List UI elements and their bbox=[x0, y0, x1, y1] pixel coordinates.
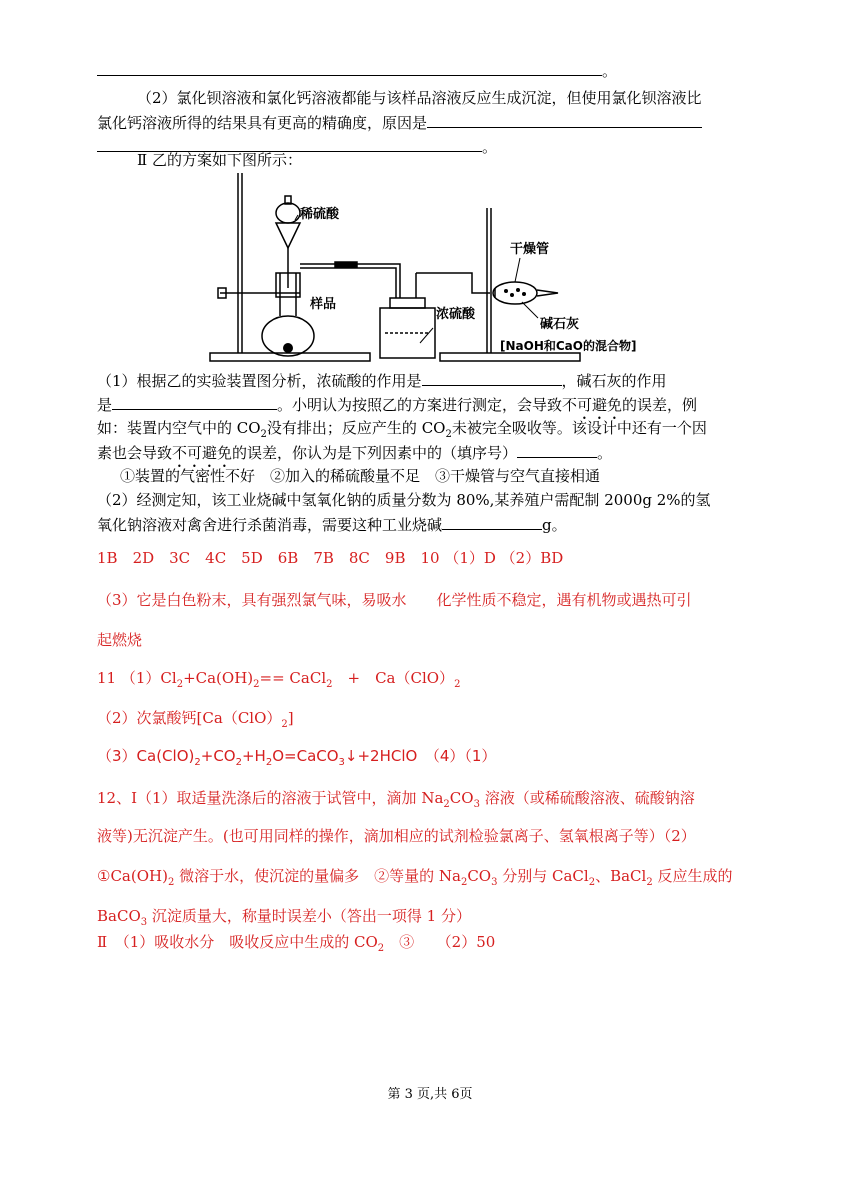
label-dilute-acid: 稀硫酸 bbox=[300, 207, 340, 222]
fill-blank[interactable] bbox=[517, 442, 597, 458]
answers-line-3: 起燃烧 bbox=[97, 631, 143, 649]
fill-blank[interactable] bbox=[442, 514, 542, 530]
label-mixture: [NaOH和CaO的混合物] bbox=[500, 339, 637, 353]
answer-12-5: Ⅱ （1）吸收水分 吸收反应中生成的 $CO_2$ ③ （2）50 bbox=[97, 933, 496, 954]
answers-line-1: 1B 2D 3C 4C 5D 6B 7B 8C 9B 10 （1）D （2）BD bbox=[97, 549, 564, 567]
fill-blank[interactable] bbox=[422, 370, 562, 386]
fill-blank[interactable] bbox=[112, 394, 277, 410]
options-line: ①装置的气密性不好 ②加入的稀硫酸量不足 ③干燥管与空气直接相通 bbox=[120, 467, 601, 485]
apparatus-figure bbox=[200, 168, 660, 368]
label-soda-lime: 碱石灰 bbox=[540, 317, 580, 332]
answer-11-2: （2）次氯酸钙$[Ca(ClO)_2]$ bbox=[97, 709, 294, 730]
label-conc-acid: 浓硫酸 bbox=[436, 307, 476, 322]
answer-12-1: 12、Ⅰ（1）取适量洗涤后的溶液于试管中，滴加 $Na_2CO_3$ 溶液（或稀硫酸溶液、硫酸钠溶 bbox=[97, 789, 695, 810]
answer-12-2: 液等)无沉淀产生。(也可用同样的操作，滴加相应的试剂检验氯离子、氢氧根离子等）（2） bbox=[97, 827, 696, 845]
answer-line-0: 。 bbox=[97, 60, 617, 81]
q1-line-1: （1）根据乙的实验装置图分析，浓硫酸的作用是 ，碱石灰的作用 bbox=[97, 372, 667, 390]
q1-line-4: 素也会导致不可避免的误差，你认为是下列因素中的（填序号） 。 bbox=[97, 444, 613, 462]
fill-blank[interactable] bbox=[427, 112, 702, 128]
question-2-continued: 氯化钙溶液所得的结果具有更高的精确度，原因是 bbox=[97, 112, 702, 133]
answer-11-3: $(3)Ca(ClO)_2+CO_2+H_2O=CaCO_3↓+2HClO$ （4）（1） bbox=[97, 747, 497, 768]
stand-base-left bbox=[210, 353, 370, 361]
label-drying-tube: 干燥管 bbox=[510, 242, 550, 257]
page-footer: 第 3 页,共 6页 bbox=[387, 1087, 473, 1102]
q2-line-2: 氧化钠溶液对禽舍进行杀菌消毒，需要这种工业烧碱 g。 bbox=[97, 516, 567, 534]
section-heading: Ⅱ 乙的方案如下图所示： bbox=[137, 151, 302, 169]
answer-11-1: 11 $(1)Cl_2+Ca(OH)_2==$ CaCl$_2$ + $Ca(ClO)_2$ bbox=[97, 669, 461, 690]
q1-line-2: 是 。小明认为按照乙的方案进行测定，会导致不可避免的误差，例 bbox=[97, 396, 698, 414]
answers-line-2: （3）它是白色粉末，具有强烈氯气味，易吸水 化学性质不稳定，遇有机物或遇热可引 bbox=[97, 591, 692, 609]
label-sample: 样品 bbox=[310, 297, 337, 312]
separatory-funnel bbox=[276, 223, 300, 248]
question-2-blank-line: 。 bbox=[97, 136, 497, 157]
q1-line-3: 如：装置内空气中的 $CO_2$没有排出；反应产生的 $CO_2$未被完全吸收等。该设计中还有一个因 bbox=[97, 419, 707, 440]
answer-12-3: $①Ca(OH)_2$ 微溶于水，使沉淀的量偏多 ②等量的 $Na_2CO_3$ 分别与 CaCl$_2$、BaCl$_2$ 反应生成的 bbox=[97, 867, 733, 888]
question-2-text: （2）氯化钡溶液和氯化钙溶液都能与该样品溶液反应生成沉淀，但使用氯化钡溶液比 bbox=[137, 89, 702, 107]
answer-12-4: BaCO$_3$ 沉淀质量大，称量时误差小（答出一项得 1 分） bbox=[97, 907, 471, 928]
drying-tube bbox=[493, 282, 537, 304]
fill-blank[interactable] bbox=[97, 60, 602, 76]
stand-base-right bbox=[440, 353, 580, 361]
sample-solid bbox=[283, 343, 293, 353]
q2-line-1: （2）经测定知，该工业烧碱中氢氧化钠的质量分数为 80%,某养殖户需配制 2000g 2%的氢 bbox=[97, 491, 711, 509]
